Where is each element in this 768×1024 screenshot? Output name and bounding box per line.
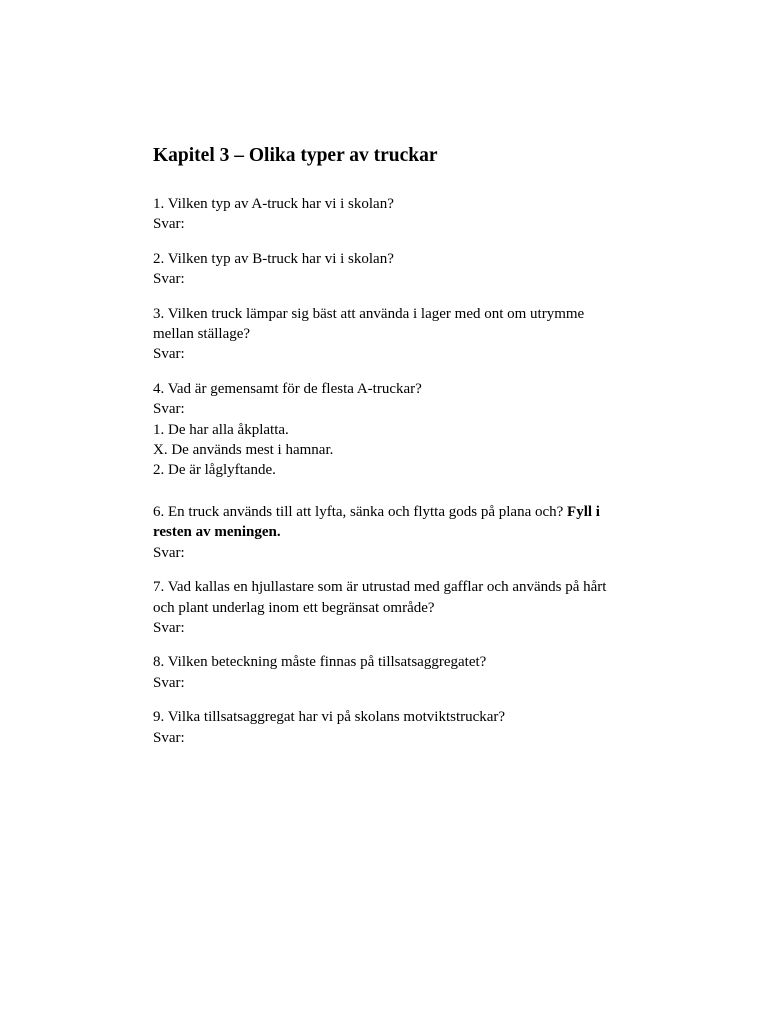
page-title: Kapitel 3 – Olika typer av truckar — [153, 145, 438, 166]
question-text: 4. Vad är gemensamt för de flesta A-truckar? — [153, 380, 422, 397]
question-text: 8. Vilken beteckning måste finnas på tillsatsaggregatet? — [153, 654, 487, 671]
answer-label: Svar: — [153, 619, 185, 636]
question-text: 2. Vilken typ av B-truck har vi i skolan? — [153, 250, 394, 267]
answer-label: Svar: — [153, 346, 185, 363]
answer-label: Svar: — [153, 271, 185, 288]
answer-label: Svar: — [153, 544, 185, 561]
document-content — [153, 143, 613, 762]
question-1 — [153, 194, 613, 235]
question-8 — [153, 652, 613, 693]
question-instruction: Fyll i resten av meningen. — [153, 503, 600, 541]
question-text — [153, 502, 613, 543]
question-2 — [153, 249, 613, 290]
question-6 — [153, 502, 613, 563]
question-7 — [153, 577, 613, 638]
answer-option: X. De används mest i hamnar. — [153, 442, 334, 459]
answer-label: Svar: — [153, 401, 185, 418]
answer-option: 1. De har alla åkplatta. — [153, 421, 289, 438]
question-9 — [153, 707, 613, 748]
question-4 — [153, 379, 613, 481]
answer-label: Svar: — [153, 674, 185, 691]
answer-label: Svar: — [153, 729, 185, 746]
question-3 — [153, 304, 613, 365]
question-text: 7. Vad kallas en hjullastare som är utrustad med gafflar och används på hårt och plant underlag inom ett begränsat område? — [153, 579, 607, 616]
answer-option: 2. De är låglyftande. — [153, 462, 276, 479]
question-text-main: 6. En truck används till att lyfta, sänka och flytta gods på plana och? — [153, 503, 564, 520]
answer-label: Svar: — [153, 216, 185, 233]
question-text: 3. Vilken truck lämpar sig bäst att använda i lager med ont om utrymme mellan ställage? — [153, 305, 585, 343]
question-text: 1. Vilken typ av A-truck har vi i skolan? — [153, 196, 394, 212]
question-text: 9. Vilka tillsatsaggregat har vi på skolans motviktstruckar? — [153, 709, 506, 726]
